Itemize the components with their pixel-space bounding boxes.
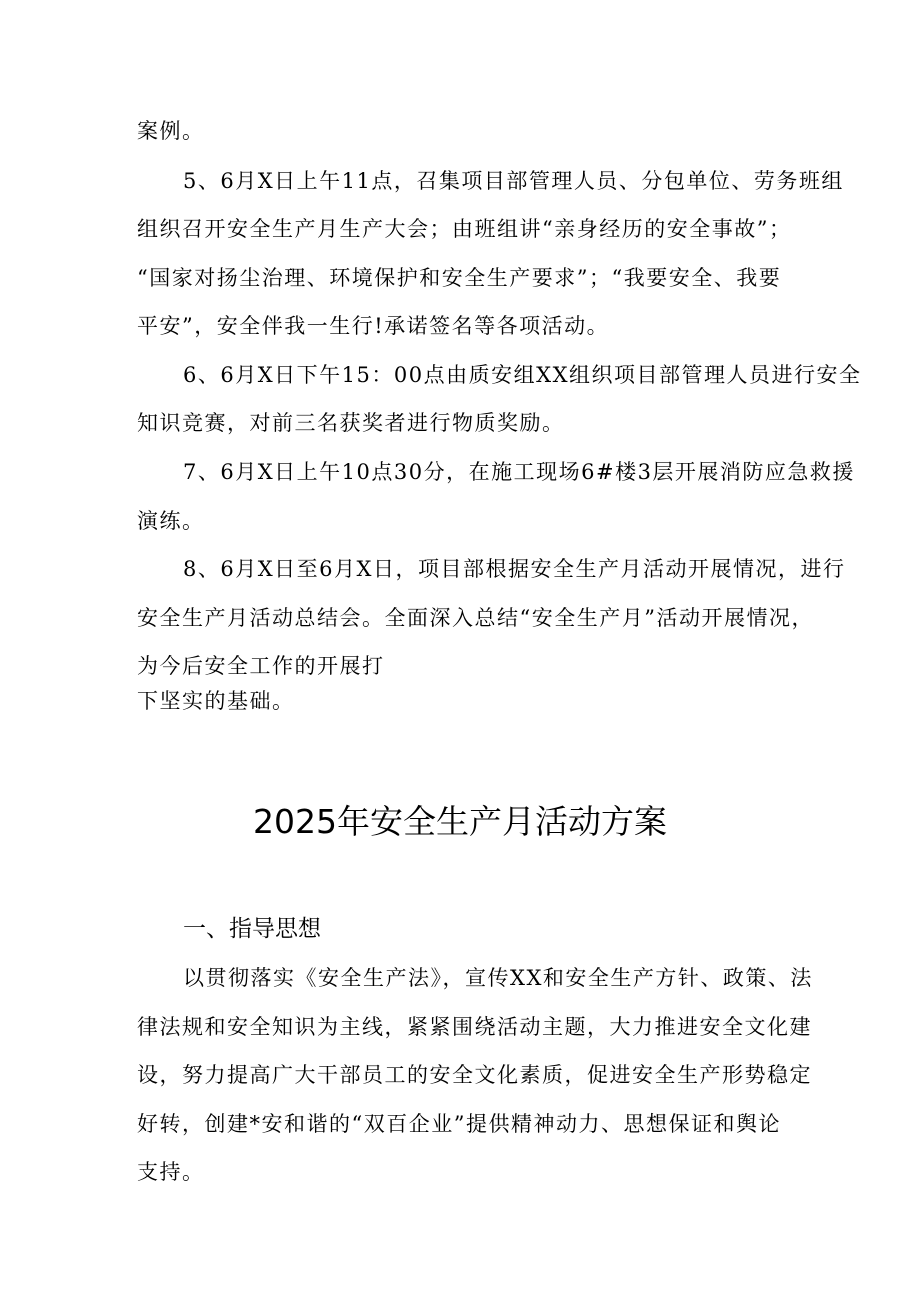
paragraph-line: 平安”，安全伴我一生行!承诺签名等各项活动。 [137,314,610,338]
section-heading: 一、指导思想 [183,916,321,942]
paragraph-line: 为今后安全工作的开展打 [137,654,385,678]
paragraph-line: 设，努力提高广大干部员工的安全文化素质，促进安全生产形势稳定 [137,1063,812,1087]
paragraph-line: 案例。 [137,119,205,143]
paragraph-line: “国家对扬尘治理、环境保护和安全生产要求”；“我要安全、我要 [137,266,782,290]
paragraph-line: 5、6月X日上午11点，召集项目部管理人员、分包单位、劳务班组 [183,169,844,193]
paragraph-line: 组织召开安全生产月生产大会；由班组讲“亲身经历的安全事故”； [137,217,792,241]
paragraph-line: 8、6月X日至6月X日，项目部根据安全生产月活动开展情况，进行 [183,557,846,581]
paragraph-line: 演练。 [137,509,205,533]
paragraph-line: 律法规和安全知识为主线，紧紧围绕活动主题，大力推进安全文化建 [137,1015,812,1039]
paragraph-line: 好转，创建*安和谐的“双百企业”提供精神动力、思想保证和舆论 [137,1112,781,1136]
document-title: 2025年安全生产月活动方案 [253,802,667,841]
paragraph-line: 6、6月X日下午15：00点由质安组XX组织项目部管理人员进行安全 [183,363,862,387]
paragraph-line: 7、6月X日上午10点30分，在施工现场6#楼3层开展消防应急救援 [183,460,855,484]
paragraph-line: 下坚实的基础。 [137,689,295,713]
paragraph-line: 知识竞赛，对前三名获奖者进行物质奖励。 [137,411,565,435]
paragraph-line: 支持。 [137,1160,205,1184]
paragraph-line: 以贯彻落实《安全生产法》，宣传XX和安全生产方针、政策、法 [183,966,813,990]
paragraph-line: 安全生产月活动总结会。全面深入总结“安全生产月”活动开展情况， [137,606,814,630]
